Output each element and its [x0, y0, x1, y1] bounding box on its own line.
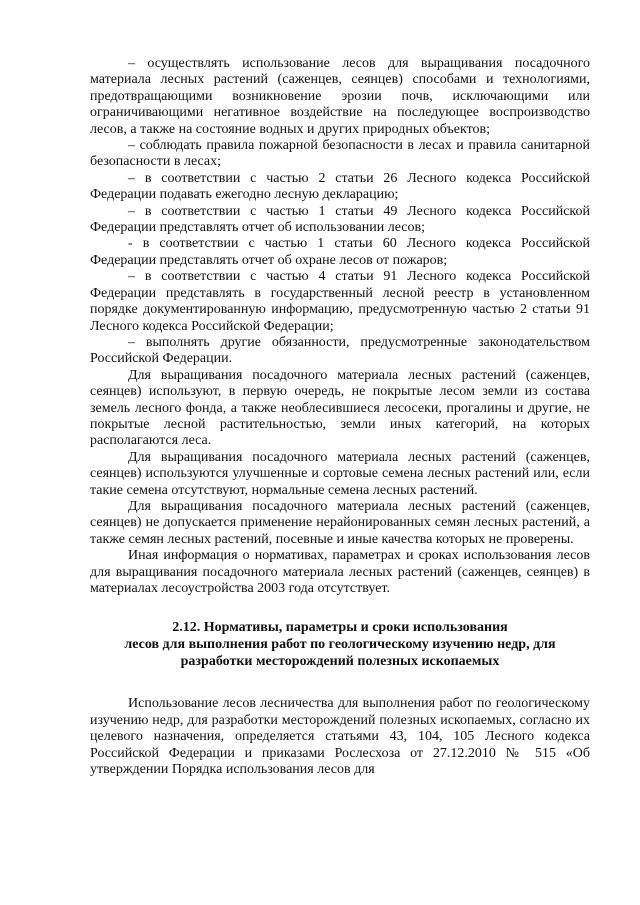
document-page [90, 56, 590, 778]
list-item: – соблюдать правила пожарной безопасности в лесах и правила санитарной безопасности в лесах; [90, 138, 590, 170]
section-body-paragraph: Использование лесов лесничества для выполнения работ по геологическому изучению недр, для разработки месторождений полезных ископаемых, согласно их целевого назначения, определяется статьями 43, 104, 105 Лесного кодекса Российской Федерации и приказами Рослесхоза от 27.12.2010 № 515 «Об утверждении Порядка использования лесов для [90, 696, 590, 778]
paragraph: Для выращивания посадочного материала лесных растений (саженцев, сеянцев) используют, в первую очередь, не покрытые лесом земли из состава земель лесного фонда, а также необлесившиеся лесосеки, прогалины и другие, не покрытые лесной растительностью, земли иных категорий, на которых располагаются леса. [90, 367, 590, 449]
list-item: – в соответствии с частью 4 статьи 91 Лесного кодекса Российской Федерации представлять в государственный лесной реестр в установленном порядке документированную информацию, предусмотренную частью 2 статьи 91 Лесного кодекса Российской Федерации; [90, 269, 590, 334]
section-heading [90, 619, 590, 670]
list-item: – осуществлять использование лесов для выращивания посадочного материала лесных растений (саженцев, сеянцев) способами и технологиями, предотвращающими возникновение эрозии почв, исключающими или ограничивающими негативное воздействие на последующее воспроизводство лесов, а также на состояние водных и других природных объектов; [90, 56, 590, 137]
list-item: – в соответствии с частью 1 статьи 49 Лесного кодекса Российской Федерации представлять отчет об использовании лесов; [90, 203, 590, 236]
list-item: - в соответствии с частью 1 статьи 60 Лесного кодекса Российской Федерации представлять отчет об охране лесов от пожаров; [90, 236, 590, 268]
section-heading-line: разработки месторождений полезных ископаемых [180, 654, 500, 670]
section-heading-line: лесов для выполнения работ по геологическому изучению недр, для [124, 637, 556, 653]
list-item: – выполнять другие обязанности, предусмотренные законодательством Российской Федерации. [90, 334, 590, 367]
paragraph: Для выращивания посадочного материала лесных растений (саженцев, сеянцев) используются улучшенные и сортовые семена лесных растений или, если такие семена отсутствуют, нормальные семена лесных растений. [90, 449, 590, 498]
section-heading-line: 2.12. Нормативы, параметры и сроки использования [172, 620, 508, 636]
list-item: – в соответствии с частью 2 статьи 26 Лесного кодекса Российской Федерации подавать ежегодно лесную декларацию; [90, 170, 590, 203]
paragraph: Для выращивания посадочного материала лесных растений (саженцев, сеянцев) не допускается применение нерайонированных семян лесных растений, а также семян лесных растений, посевные и иные качества которых не проверены. [90, 498, 590, 547]
paragraph: Иная информация о нормативах, параметрах и сроках использования лесов для выращивания посадочного материала лесных растений (саженцев, сеянцев) в материалах лесоустройства 2003 года отсутствует. [90, 548, 590, 596]
